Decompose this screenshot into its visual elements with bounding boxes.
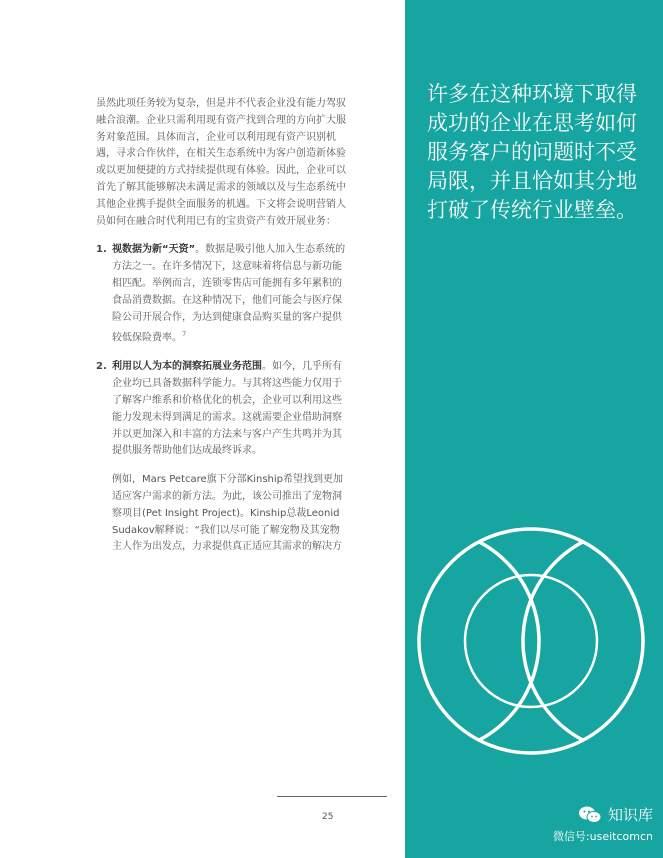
list-text-2: 。如今，几乎所有企业均已具备数据科学能力。与其将这些能力仅用于了解客户维系和价格优化的机会，企业可以利用这些能力发现未得到满足的需求。这就需要企业借助洞察并以更加深入和丰富的方法来与客户产生共鸣并为其提供服务帮助他们达成最终诉求。 — [112, 361, 342, 457]
footnote-ref: 7 — [182, 330, 187, 339]
list-item-2 — [96, 359, 348, 460]
list-number-2: 2. — [96, 361, 107, 373]
watermark-title: 知识库 — [607, 806, 653, 824]
list-lead-2: 利用以人为本的洞察拓展业务范围 — [112, 361, 262, 373]
intro-paragraph: 虽然此项任务较为复杂，但是并不代表企业没有能力驾驭融合浪潮。企业只需利用现有资产找到合理的方向扩大服务对象范围。具体而言，企业可以利用现有资产识别机遇，寻求合作伙伴，在相关生态系统中为客户创造新体验或以更加便捷的方式持续提供现有体验。因此，企业可以首先了解其能够解决未满足需求的领域以及与生态系统中其他企业携手提供全面服务的机遇。下文将会说明营销人员如何在融合时代利用已有的宝贵资产有效开展业务： — [96, 98, 346, 227]
outer-circle — [419, 529, 643, 753]
inner-circle-center — [465, 575, 597, 707]
list-lead-1: 视数据为新“天资” — [112, 244, 196, 256]
teal-side-panel — [405, 0, 663, 858]
footer-divider — [277, 796, 387, 797]
pull-quote: 许多在这种环境下取得成功的企业在思考如何服务客户的问题时不受局限，并且恰如其分地打破了传统行业壁垒。 — [427, 82, 637, 222]
inner-circle-left — [405, 529, 539, 753]
watermark-subtitle: 微信号:useitcomcn — [552, 830, 653, 843]
list-number-1: 1. — [96, 244, 107, 256]
list-item-1 — [96, 242, 348, 347]
list-text-1: 。数据是吸引他人加入生态系统的方法之一。在许多情况下，这意味着将信息与新功能相匹配。举例而言，连锁零售店可能拥有多年累积的食品消费数据。在这种情况下，他们可能会与医疗保险公司开展合作，为达到健康食品购买量的客户提供较低保险费率。 — [112, 244, 346, 344]
interlocking-circles-graphic — [405, 510, 663, 760]
body-column — [96, 96, 348, 568]
wechat-icon — [578, 805, 602, 825]
page-number: 25 — [322, 812, 334, 822]
example-paragraph: 例如，Mars Petcare旗下分部Kinship希望找到更加适应客户需求的新方法。为此，该公司推出了宠物洞察项目(Pet Insight Project)。Kinship总裁Leonid Sudakov解释说：“我们以尽可能了解宠物及其宠物主人作为出发点，力求提供真正适应其需求的解决方 — [112, 474, 344, 553]
watermark — [553, 804, 653, 844]
